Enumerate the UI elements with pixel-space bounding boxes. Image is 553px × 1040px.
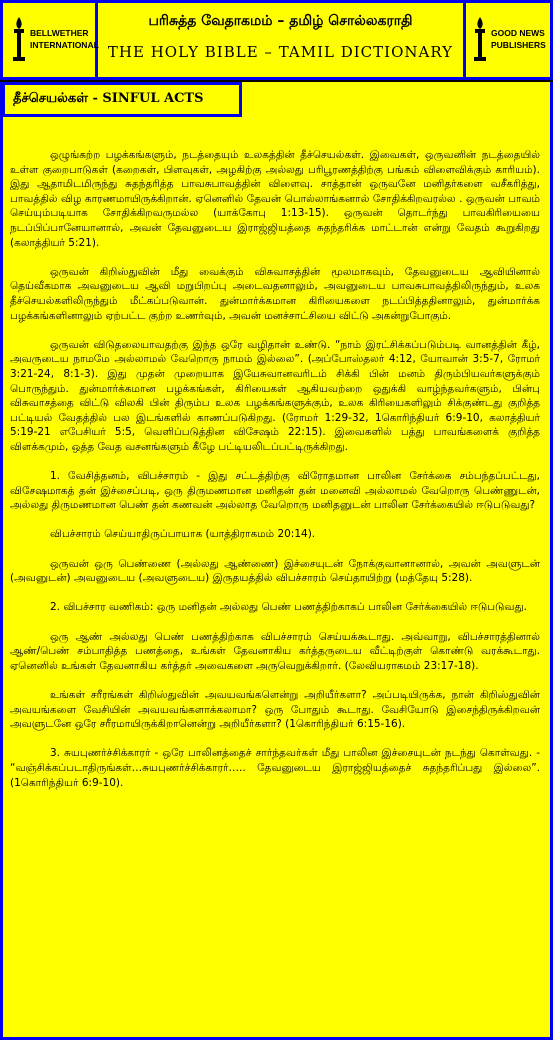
torch-icon xyxy=(11,15,27,63)
article-body xyxy=(10,148,540,1028)
paragraph: 1. வேசித்தனம், விபச்சாரம் - இது சட்டத்திற்கு விரோதமான பாலின சேர்க்கை சம்பந்தப்பட்டது, விசேஷமாகத் தன் இச்சைப்படி, ஒரு திருமணமான மனிதன் தன் மனைவி அல்லாமல் வேறொரு பெண்ணுடன், அல்லது திருமணமான பெண் தன் கணவன் அல்லாத வேறொரு மனிதனுடன் பாலின சேர்க்கையில் ஈடுபடுவது? xyxy=(10,470,540,512)
paragraph: ஒருவன் விடுதலையாவதற்கு இந்த ஒரே வழிதான் உண்டு. “நாம் இரட்சிக்கப்படும்படி வானத்தின் கீழ், அவருடைய நாமமே அல்லாமல் வேறொரு நாமம் இல்லை”. (அப்போஸ்தலர் 4:12, யோவான் 3:5-7, ரோமர் 3:21-24, 8:1-3). இது முதன் முறையாக இயேசுவானவரிடம் சிக்கி பின் மனம் திரும்பியவர்களுக்கும் பொருந்தும். துன்மார்க்கமான பழக்கங்கள், கிரியைகள் ஆகியவற்றை ஒதுக்கி வாழ்ந்தவர்களும், பின்பு விசுவாசத்தை விட்டு விலகி பின் திரும்ப உலக பழக்கங்களுக்கும், உலக கிரியைகளிலும் சிக்குண்டது குறித்த பட்டியல் வேதத்தில் பல இடங்களில் காணப்படுகிறது. (ரோமர் 1:29-32, 1கொரிந்தியர் 6:9-10, கலாத்தியர் 5:19-21 எபேசியர் 5:5, வெளிப்படுத்தின விசேஷம் 22:15). இவைகளில் பத்து பாவங்களைக் குறித்த விளக்கமும், ஒத்த வேத வசனங்களும் கீழே பட்டியலிடப்பட்டிருக்கிறது. xyxy=(10,338,540,453)
paragraph: 2. விபச்சார வணிகம்: ஒரு மனிதன் அல்லது பெண் பணத்திற்காகப் பாலின சேர்க்கையில் ஈடுபடுவது. xyxy=(50,601,527,614)
torch-icon xyxy=(472,15,488,63)
title-english: THE HOLY BIBLE – TAMIL DICTIONARY xyxy=(107,43,454,61)
publisher-left-line2: INTERNATIONAL xyxy=(30,40,99,50)
paragraph: 3. சுயபுணர்ச்சிக்காரர் - ஒரே பாலினத்தைச் சார்ந்தவர்கள் மீது பாலின இச்சையுடன் நடந்து கொள்வது. - “வஞ்சிக்கப்படாதிருங்கள்…சுயபுணர்ச்சிக்காரர்….. தேவனுடைய இராஜ்ஜியத்தைச் சுதந்தரிப்பது இல்லை”. (1கொரிந்தியர் 6:9-10). xyxy=(10,747,540,789)
paragraph: உங்கள் சரீரங்கள் கிறிஸ்துவின் அவயவங்களென்று அறியீர்களா? அப்படியிருக்க, நான் கிறிஸ்துவின் அவயங்களை வேசியின் அவயவங்களாக்கலாமா? ஒரு போதும் கூடாது. வேசியோடு இசைந்திருக்கிறவன் அவளுடனே ஒரே சரீரமாயிருக்கிறானென்று அறியீர்களா? (1கொரிந்தியர் 6:15-16). xyxy=(10,688,540,731)
page-header xyxy=(0,0,553,80)
paragraph: ஒருவன் ஒரு பெண்ணை (அல்லது ஆண்ணை) இச்சையுடன் நோக்குவானானால், அவன் அவளுடன் (அவனுடன்) அவனுடைய (அவளுடைய) இருதயத்தில் விபச்சாரம் செய்தாயிற்று (மத்தேயு 5:28). xyxy=(10,557,540,585)
good-news-logo xyxy=(472,15,546,63)
publisher-left-line1: BELLWETHER xyxy=(30,28,89,38)
title-tamil: பரிசுத்த வேதாகமம் – தமிழ் சொல்லகராதி xyxy=(148,13,413,29)
bellwether-logo xyxy=(11,15,99,63)
good-news-logo-text xyxy=(491,27,546,51)
good-news-logo-box xyxy=(463,0,553,80)
paragraph: விபச்சாரம் செய்யாதிருப்பாயாக (யாத்திராகமம் 20:14). xyxy=(50,528,316,541)
paragraph: ஒழுங்கற்ற பழக்கங்களும், நடத்தையும் உலகத்தின் தீச்செயல்கள். இவைகள், ஒருவனின் நடத்தையில் உள்ள குறைபாடுகள் (கறைகள், பிளவுகள், அழகிற்கு அல்லது பரிபூரணத்திற்கு பங்கம் விளைவிக்கும் காரியம்). இது ஆதாமிடமிருந்து சுதந்தரித்த பாவசுபாவத்தின் விளைவு. சாத்தான் ஒருவனே மனிதர்களை வசீகரித்து, பாவத்தில் விழ காரணமாயிருக்கிறான். ஏனெனில் தேவன் பொல்லாங்கனால் சோதிக்கிறவரல்ல . ஒருவன் பாவம் செய்யும்படியாக சோதிக்கிறவருமல்ல (யாக்கோபு 1:13-15). ஒருவன் தொடர்ந்து பாவகிரியையை நடப்பிப்பானேயானால், அவன் தேவனுடைய இராஜ்ஜியத்தை சுதந்தரிக்க மாட்டான் என்று வேதம் கூறுகிறது (கலாத்தியர் 5:21). xyxy=(10,149,540,249)
title-box xyxy=(98,0,463,80)
bellwether-logo-box xyxy=(0,0,98,80)
paragraph: ஒரு ஆண் அல்லது பெண் பணத்திற்காக விபச்சாரம் செய்யக்கூடாது. அவ்வாறு, விபச்சாரத்தினால் ஆண்/பெண் சம்பாதித்த பணத்தை, உங்கள் தேவனாகிய கர்த்தருடைய வீட்டிற்குள் கொண்டு வரக்கூடாது. ஏனெனில் உங்கள் தேவனாகிய கர்த்தர் அவைகளை அருவெறுக்கிறார். (லேவியராகமம் 23:17-18). xyxy=(10,630,540,672)
section-title xyxy=(2,82,242,117)
publisher-right-line1: GOOD NEWS xyxy=(491,28,545,38)
section-title-english: - SINFUL ACTS xyxy=(87,91,204,106)
paragraph: ஒருவன் கிறிஸ்துவின் மீது வைக்கும் விசுவாசத்தின் மூலமாகவும், தேவனுடைய ஆவியினால் தெய்வீகமாக அவனுடைய ஆவி மறுபிறப்பு அடைவதனாலும், அவனுடைய பாவசுபாவத்திலிருந்தும், உலக தீச்செயல்களிலிருந்தும் மீட்கப்படுவான். துன்மார்க்கமான கிரியைகளை நடப்பித்ததினாலும், துன்மார்க்க பழக்கங்களினாலும் ஏற்பட்ட குற்ற உணர்வும், அவன் மனச்சாட்சியை விட்டு அகன்றுபோகும். xyxy=(10,265,540,322)
bellwether-logo-text xyxy=(30,27,99,51)
publisher-right-line2: PUBLISHERS xyxy=(491,40,546,50)
section-title-tamil: தீச்செயல்கள் xyxy=(13,91,88,106)
